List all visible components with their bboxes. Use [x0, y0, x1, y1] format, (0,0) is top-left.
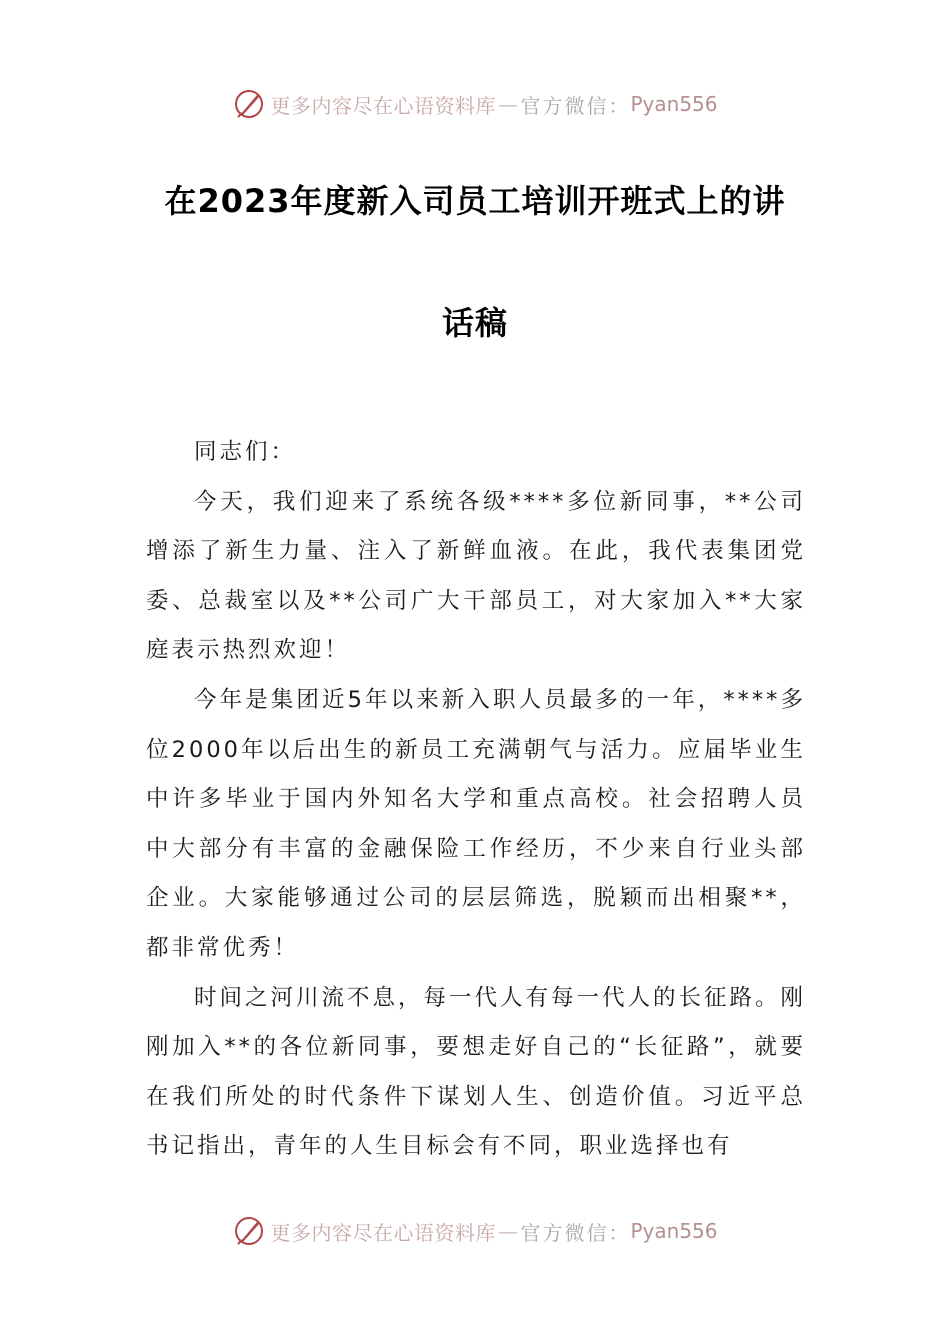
- footer-watermark-banner: [0, 1211, 950, 1251]
- quill-logo-icon: [232, 1214, 266, 1248]
- wechat-label: 官方微信：: [520, 93, 631, 118]
- body-paragraph: 时间之河川流不息，每一代人有每一代人的长征路。刚刚加入**的各位新同事，要想走好自己的“长征路”，就要在我们所处的时代条件下谋划人生、创造价值。习近平总书记指出，青年的人生目标会有不同，职业选择也有: [146, 984, 807, 1160]
- banner-separator: —: [497, 92, 519, 116]
- document-title-line-1: 在2023年度新入司员工培训开班式上的讲: [164, 182, 786, 220]
- salutation-paragraph: 同志们：: [194, 439, 297, 465]
- document-title-line-2: 话稿: [441, 304, 508, 342]
- body-paragraph: 今天，我们迎来了系统各级****多位新同事，**公司增添了新生力量、注入了新鲜血液。在此，我代表集团党委、总裁室以及**公司广大干部员工，对大家加入**大家庭表示热烈欢迎！: [146, 488, 806, 664]
- document-body: [146, 428, 806, 1172]
- wechat-id: Pyan556: [630, 92, 718, 116]
- body-paragraph: 今年是集团近5年以来新入职人员最多的一年，****多位2000年以后出生的新员工充满朝气与活力。应届毕业生中许多毕业于国内外知名大学和重点高校。社会招聘人员中大部分有丰富的金融保险工作经历，不少来自行业头部企业。大家能够通过公司的层层筛选，脱颖而出相聚**，都非常优秀！: [146, 686, 806, 961]
- wechat-label: 官方微信：: [520, 1220, 631, 1245]
- wechat-id: Pyan556: [630, 1219, 718, 1243]
- banner-separator: —: [497, 1219, 519, 1243]
- header-watermark-banner: [0, 84, 950, 124]
- brand-text: 更多内容尽在心语资料库: [270, 93, 496, 118]
- quill-logo-icon: [232, 87, 266, 121]
- brand-text: 更多内容尽在心语资料库: [270, 1220, 496, 1245]
